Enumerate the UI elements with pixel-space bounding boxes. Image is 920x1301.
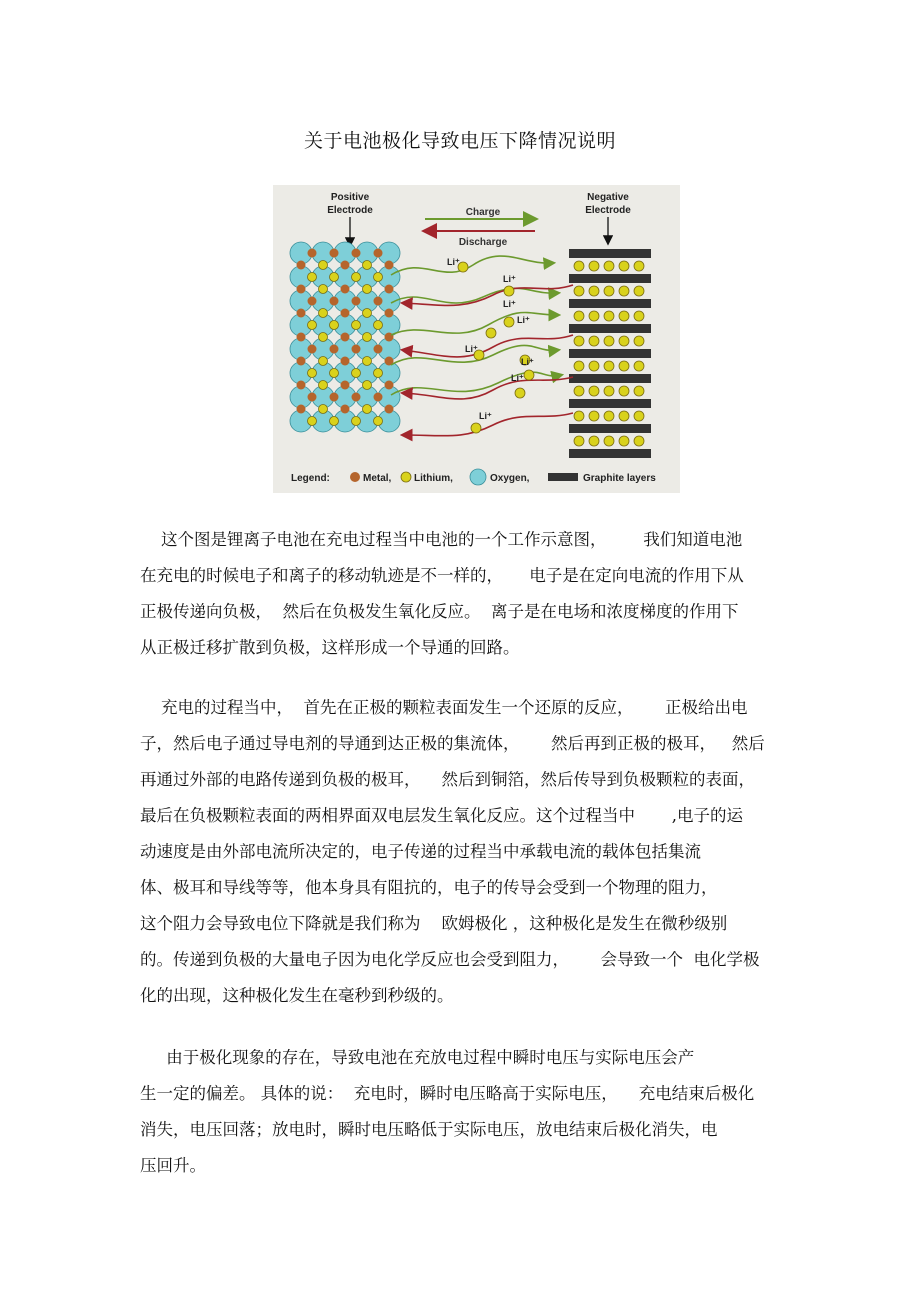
lithium-atom [589, 411, 599, 421]
metal-atom [374, 393, 383, 402]
metal-atom [341, 381, 350, 390]
document-title: 关于电池极化导致电压下降情况说明 [303, 130, 616, 152]
positive-label-line2: Electrode [327, 205, 373, 216]
metal-atom [374, 297, 383, 306]
metal-atom [341, 405, 350, 414]
lithium-atom [308, 321, 317, 330]
graphite-swatch [548, 473, 578, 481]
paragraph-line: 由于极化现象的存在，导致电池在充放电过程中瞬时电压与实际电压会产 [140, 1048, 695, 1067]
lithium-atom [619, 361, 629, 371]
graphite-layer [569, 349, 651, 358]
lithium-atom [604, 386, 614, 396]
paragraph-line: 生一定的偏差。 具体的说： 充电时，瞬时电压略高于实际电压， 充电结束后极化 [140, 1084, 755, 1103]
legend-prefix: Legend: [291, 473, 330, 484]
metal-atom [308, 249, 317, 258]
positive-label-line1: Positive [330, 192, 370, 203]
lithium-atom [363, 357, 372, 366]
paragraph-line: 再通过外部的电路传递到负极的极耳， 然后到铜箔，然后传导到负极颗粒的表面， [140, 770, 755, 789]
lithium-atom [319, 285, 328, 294]
metal-swatch [350, 472, 360, 482]
lithium-atom [589, 261, 599, 271]
lithium-atom [634, 286, 644, 296]
paragraph-line: 最后在负极颗粒表面的两相界面双电层发生氧化反应。这个过程当中 ,电子的运 [140, 806, 743, 825]
lithium-atom [319, 333, 328, 342]
metal-atom [330, 249, 339, 258]
lithium-atom [604, 436, 614, 446]
metal-atom [297, 405, 306, 414]
lithium-atom [634, 261, 644, 271]
lithium-atom [619, 286, 629, 296]
lithium-atom [604, 361, 614, 371]
lithium-atom [574, 386, 584, 396]
lithium-atom [574, 336, 584, 346]
graphite-layer [569, 399, 651, 408]
metal-atom [352, 345, 361, 354]
lithium-atom [574, 261, 584, 271]
metal-atom [330, 345, 339, 354]
lithium-atom [330, 273, 339, 282]
lithium-atom [308, 273, 317, 282]
lithium-atom [363, 405, 372, 414]
lithium-atom [604, 336, 614, 346]
legend-metal: Metal, [363, 473, 392, 484]
lithium-atom [363, 309, 372, 318]
metal-atom [297, 357, 306, 366]
metal-atom [385, 381, 394, 390]
metal-atom [308, 345, 317, 354]
metal-atom [297, 261, 306, 270]
graphite-layer [569, 299, 651, 308]
lithium-atom [589, 336, 599, 346]
paragraph-line: 在充电的时候电子和离子的移动轨迹是不一样的， 电子是在定向电流的作用下从 [140, 566, 744, 585]
li-ion-label: Li⁺ [503, 299, 516, 309]
li-ion-label: Li⁺ [465, 344, 478, 354]
paragraph-line: 的。传递到负极的大量电子因为电化学反应也会受到阻力， 会导致一个 电化学极 [140, 950, 760, 969]
negative-label-line1: Negative [587, 192, 629, 203]
metal-atom [352, 249, 361, 258]
li-ion-label: Li⁺ [517, 315, 530, 325]
lithium-atom [589, 436, 599, 446]
li-ion-battery-diagram [273, 185, 680, 493]
metal-atom [374, 345, 383, 354]
negative-label-line2: Electrode [585, 205, 631, 216]
metal-atom [385, 405, 394, 414]
metal-atom [385, 285, 394, 294]
lithium-atom [619, 336, 629, 346]
lithium-atom [574, 411, 584, 421]
metal-atom [341, 333, 350, 342]
lithium-atom [589, 386, 599, 396]
lithium-atom [634, 336, 644, 346]
metal-atom [385, 261, 394, 270]
legend-lithium: Lithium, [414, 473, 453, 484]
lithium-atom [330, 417, 339, 426]
lithium-atom [352, 369, 361, 378]
metal-atom [330, 297, 339, 306]
metal-atom [308, 393, 317, 402]
lithium-atom [634, 311, 644, 321]
paragraph-line: 子，然后电子通过导电剂的导通到达正极的集流体， 然后再到正极的极耳， 然后 [140, 734, 765, 753]
lithium-atom [634, 436, 644, 446]
paragraph-1 [140, 522, 790, 666]
graphite-layer [569, 374, 651, 383]
lithium-atom [604, 261, 614, 271]
li-ion-label: Li⁺ [521, 357, 534, 367]
lithium-atom [363, 261, 372, 270]
metal-atom [385, 309, 394, 318]
metal-atom [297, 333, 306, 342]
lithium-atom [319, 357, 328, 366]
lithium-atom [589, 286, 599, 296]
metal-atom [341, 309, 350, 318]
paragraph-line: 充电的过程当中， 首先在正极的颗粒表面发生一个还原的反应， 正极给出电 [140, 698, 748, 717]
discharge-label: Discharge [458, 237, 508, 248]
ion-paths [391, 256, 573, 436]
lithium-atom [604, 286, 614, 296]
negative-electrode-graphite [569, 249, 651, 458]
lithium-atom [363, 333, 372, 342]
metal-atom [330, 393, 339, 402]
lithium-atom [589, 311, 599, 321]
metal-atom [297, 381, 306, 390]
lithium-atom [308, 369, 317, 378]
paragraph-line: 这个图是锂离子电池在充电过程当中电池的一个工作示意图， 我们知道电池 [140, 530, 743, 549]
lithium-atom [319, 381, 328, 390]
lithium-atom [330, 369, 339, 378]
metal-atom [297, 309, 306, 318]
paragraph-2 [140, 690, 790, 1014]
lithium-atom [604, 311, 614, 321]
lithium-atom [619, 261, 629, 271]
metal-atom [297, 285, 306, 294]
lithium-atom [604, 411, 614, 421]
lithium-atom [352, 273, 361, 282]
charge-label: Charge [465, 207, 501, 218]
metal-atom [308, 297, 317, 306]
graphite-layer [569, 424, 651, 433]
paragraph-3 [140, 1040, 790, 1184]
li-ion-label: Li⁺ [447, 257, 460, 267]
lithium-atom [634, 411, 644, 421]
lithium-atom [574, 436, 584, 446]
oxygen-swatch [470, 469, 486, 485]
graphite-layer [569, 274, 651, 283]
lithium-swatch [401, 472, 411, 482]
lithium-atom [619, 386, 629, 396]
lithium-atom [352, 321, 361, 330]
lithium-atom [374, 321, 383, 330]
paragraph-line: 正极传递向负极， 然后在负极发生氧化反应。 离子是在电场和浓度梯度的作用下 [140, 602, 739, 621]
graphite-layer [569, 249, 651, 258]
metal-atom [352, 297, 361, 306]
lithium-atom [363, 285, 372, 294]
legend-oxygen: Oxygen, [490, 473, 530, 484]
lithium-atom [330, 321, 339, 330]
paragraph-line: 压回升。 [140, 1156, 206, 1175]
li-ion-label: Li⁺ [511, 373, 524, 383]
lithium-atom [319, 405, 328, 414]
lithium-atom [589, 361, 599, 371]
graphite-layer [569, 449, 651, 458]
li-ion-label: Li⁺ [479, 411, 492, 421]
paragraph-line: 体、极耳和导线等等，他本身具有阻抗的，电子的传导会受到一个物理的阻力， [140, 878, 718, 897]
paragraph-line: 动速度是由外部电流所决定的，电子传递的过程当中承载电流的载体包括集流 [140, 842, 701, 861]
lithium-atom [319, 261, 328, 270]
paragraph-line: 这个阻力会导致电位下降就是我们称为 欧姆极化 ，这种极化是发生在微秒级别 [140, 914, 728, 933]
lithium-atom [319, 309, 328, 318]
graphite-layer [569, 324, 651, 333]
legend-graphite: Graphite layers [583, 473, 656, 484]
metal-atom [341, 357, 350, 366]
lithium-atom [363, 381, 372, 390]
lithium-atom [634, 361, 644, 371]
paragraph-line: 消失，电压回落；放电时，瞬时电压略低于实际电压，放电结束后极化消失，电 [140, 1120, 718, 1139]
lithium-atom [352, 417, 361, 426]
lithium-atom [619, 436, 629, 446]
lithium-atom [374, 273, 383, 282]
lithium-atom [374, 369, 383, 378]
metal-atom [341, 285, 350, 294]
lithium-atom [634, 386, 644, 396]
lithium-atom [574, 361, 584, 371]
lithium-atom [574, 311, 584, 321]
lithium-atom [574, 286, 584, 296]
metal-atom [352, 393, 361, 402]
figure-legend [291, 469, 656, 485]
paragraph-line: 从正极迁移扩散到负极，这样形成一个导通的回路。 [140, 638, 520, 657]
li-ion-label: Li⁺ [503, 274, 516, 284]
positive-electrode-lattice [290, 242, 400, 432]
lithium-atom [374, 417, 383, 426]
lithium-atom [308, 417, 317, 426]
lithium-atom [619, 311, 629, 321]
paragraph-line: 化的出现，这种极化发生在毫秒到秒级的。 [140, 986, 454, 1005]
metal-atom [341, 261, 350, 270]
metal-atom [374, 249, 383, 258]
lithium-atom [619, 411, 629, 421]
